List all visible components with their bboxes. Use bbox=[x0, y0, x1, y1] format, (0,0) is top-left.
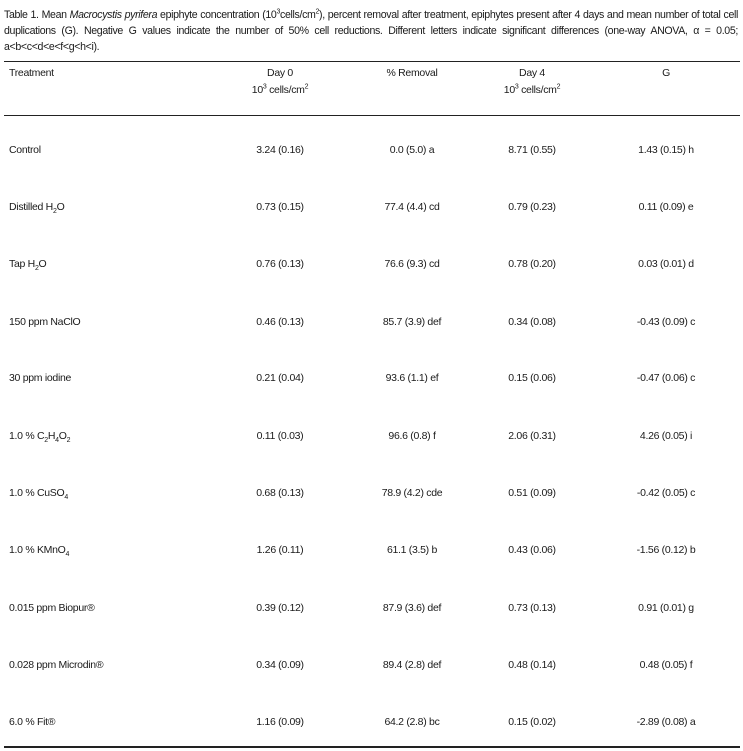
cell-day0: 0.34 (0.09) bbox=[256, 659, 304, 671]
cell-g: -0.43 (0.09) c bbox=[636, 316, 696, 328]
header-day0 bbox=[230, 67, 330, 96]
cell-day4: 0.51 (0.09) bbox=[508, 487, 556, 499]
cell-treatment: 150 ppm NaClO bbox=[9, 316, 81, 328]
cell-removal: 76.6 (9.3) cd bbox=[384, 258, 440, 270]
cell-treatment: 30 ppm iodine bbox=[9, 372, 72, 384]
cell-treatment: Distilled $H_2O$ bbox=[9, 201, 65, 216]
cell-day0: 0.11 (0.03) bbox=[256, 430, 304, 442]
cell-day0: 0.68 (0.13) bbox=[256, 487, 304, 499]
cell-g: 0.11 (0.09) e bbox=[638, 201, 694, 213]
cell-day0: 1.16 (0.09) bbox=[256, 716, 304, 728]
table-row bbox=[0, 659, 743, 673]
caption-text: cells/cm bbox=[280, 9, 316, 21]
table-row bbox=[0, 144, 743, 158]
cell-removal: 77.4 (4.4) cd bbox=[384, 201, 440, 213]
cell-day4: 0.34 (0.08) bbox=[508, 316, 556, 328]
cell-day4: 0.43 (0.06) bbox=[508, 544, 556, 556]
cell-day0: 0.76 (0.13) bbox=[256, 258, 304, 270]
cell-g: -1.56 (0.12) b bbox=[636, 544, 696, 556]
table-row bbox=[0, 372, 743, 386]
cell-g: -0.47 (0.06) c bbox=[636, 372, 696, 384]
header-g: G bbox=[662, 67, 670, 79]
cell-treatment: 1.0 % CuSO$_4$ bbox=[9, 487, 68, 502]
cell-removal: 93.6 (1.1) ef bbox=[385, 372, 439, 384]
table-caption bbox=[4, 7, 738, 55]
cell-day0: 1.26 (0.11) bbox=[256, 544, 304, 556]
table-row bbox=[0, 201, 743, 215]
cell-treatment: 1.0 % KMnO$_4$ bbox=[9, 544, 70, 559]
cell-day0: 3.24 (0.16) bbox=[256, 144, 304, 156]
cell-day4: 0.48 (0.14) bbox=[508, 659, 556, 671]
cell-day4: 0.73 (0.13) bbox=[508, 602, 556, 614]
cell-treatment: 0.015 ppm Biopur® bbox=[9, 602, 95, 614]
bottom-rule bbox=[4, 746, 740, 748]
cell-day0: 0.39 (0.12) bbox=[256, 602, 304, 614]
table-row bbox=[0, 716, 743, 730]
cell-g: 1.43 (0.15) h bbox=[638, 144, 694, 156]
header-day4-label: Day 4 bbox=[519, 67, 545, 79]
cell-removal: 89.4 (2.8) def bbox=[382, 659, 442, 671]
header-removal: % Removal bbox=[386, 67, 438, 79]
cell-removal: 61.1 (3.5) b bbox=[386, 544, 438, 556]
table-row bbox=[0, 487, 743, 501]
cell-removal: 64.2 (2.8) bc bbox=[384, 716, 440, 728]
table-row bbox=[0, 258, 743, 272]
caption-text: epiphyte concentration (10 bbox=[157, 9, 277, 21]
cell-day4: 2.06 (0.31) bbox=[508, 430, 556, 442]
cell-removal: 78.9 (4.2) cde bbox=[381, 487, 443, 499]
header-day4-unit: $10^3$ cells/$cm^2$ bbox=[503, 83, 561, 96]
cell-treatment: Control bbox=[9, 144, 41, 156]
table-row bbox=[0, 430, 743, 444]
cell-g: 0.91 (0.01) g bbox=[638, 602, 694, 614]
cell-day4: 8.71 (0.55) bbox=[508, 144, 556, 156]
caption-text: ), percent removal after treatment, epiphytes present after 4 days and mean number of total cell duplications (G). Negative G values indicate the number of 50% cell reductions. Different letters indicate significant differences (one-way ANOVA, α = 0.05; a<b<c<d<e<f<g<h<i). bbox=[4, 9, 738, 53]
cell-g: -2.89 (0.08) a bbox=[636, 716, 696, 728]
cell-removal: 96.6 (0.8) f bbox=[388, 430, 436, 442]
caption-prefix: Table 1. Mean bbox=[4, 9, 70, 21]
header-treatment: Treatment bbox=[9, 67, 54, 79]
cell-day4: 0.15 (0.06) bbox=[508, 372, 556, 384]
cell-treatment: Tap $H_2O$ bbox=[9, 258, 47, 273]
cell-day4: 0.79 (0.23) bbox=[508, 201, 556, 213]
cell-g: -0.42 (0.05) c bbox=[636, 487, 696, 499]
cell-g: 4.26 (0.05) i bbox=[639, 430, 693, 442]
cell-day0: 0.46 (0.13) bbox=[256, 316, 304, 328]
cell-removal: 87.9 (3.6) def bbox=[382, 602, 442, 614]
table-row bbox=[0, 602, 743, 616]
caption-sup: 2 bbox=[315, 8, 320, 16]
cell-treatment: 6.0 % Fit® bbox=[9, 716, 56, 728]
cell-g: 0.03 (0.01) d bbox=[638, 258, 694, 270]
table-row bbox=[0, 544, 743, 558]
caption-species: Macrocystis pyrifera bbox=[69, 9, 158, 21]
cell-day0: 0.73 (0.15) bbox=[256, 201, 304, 213]
cell-removal: 0.0 (5.0) a bbox=[389, 144, 435, 156]
table-row bbox=[0, 316, 743, 330]
header-day4 bbox=[482, 67, 582, 96]
cell-treatment: 0.028 ppm Microdin® bbox=[9, 659, 104, 671]
cell-removal: 85.7 (3.9) def bbox=[382, 316, 442, 328]
header-day0-unit: $10^3$ cells/$cm^2$ bbox=[251, 83, 309, 96]
cell-day4: 0.15 (0.02) bbox=[508, 716, 556, 728]
cell-day4: 0.78 (0.20) bbox=[508, 258, 556, 270]
cell-g: 0.48 (0.05) f bbox=[639, 659, 693, 671]
header-day0-label: Day 0 bbox=[267, 67, 293, 79]
cell-treatment: 1.0 % $C_2H_4O_2$ bbox=[9, 430, 71, 445]
top-rule bbox=[4, 61, 740, 62]
caption-sup: 3 bbox=[276, 8, 281, 16]
cell-day0: 0.21 (0.04) bbox=[256, 372, 304, 384]
header-rule bbox=[4, 115, 740, 116]
